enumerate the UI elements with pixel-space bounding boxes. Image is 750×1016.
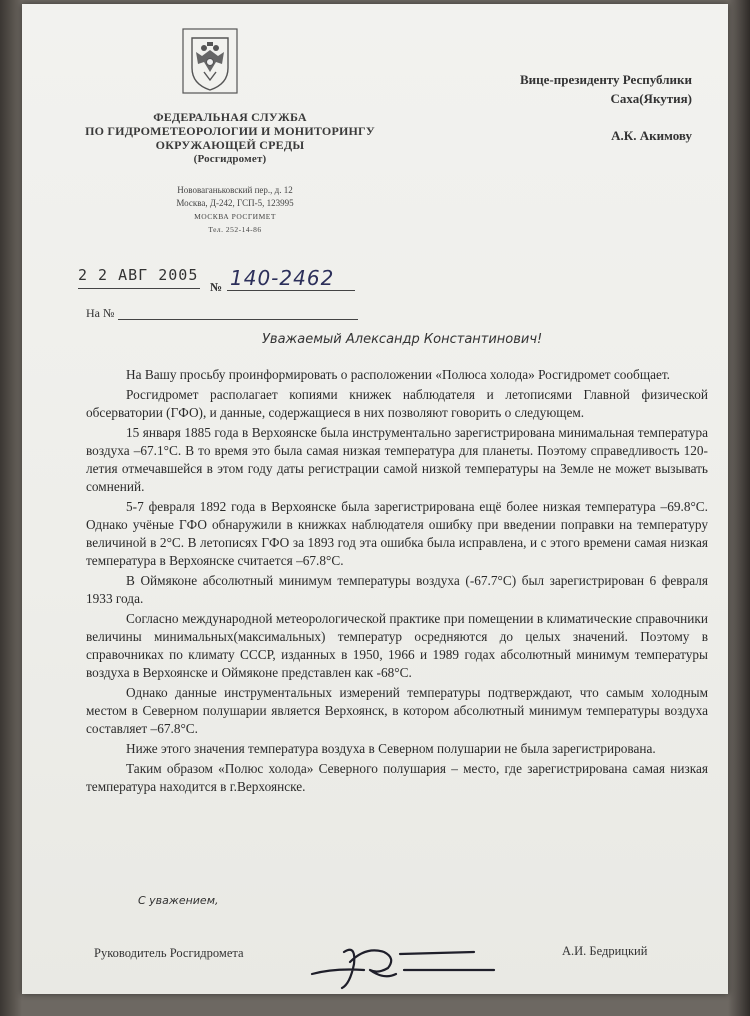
telegraph-address: МОСКВА РОСГИМЕТ bbox=[194, 212, 276, 221]
body-paragraph: Однако данные инструментальных измерений температуры подтверждают, что самым холодным местом в Северном полушарии является Верхоянск, в котором абсолютный минимум температуры воздуха составляет –67.8°С. bbox=[86, 685, 708, 736]
body-paragraph: 15 января 1885 года в Верхоянске была инструментально зарегистрирована минимальная температура воздуха –67.1°С. В то время это была самая низкая температура для планеты. Поэтому справедливость 120-летия отмечавшейся в этом году даты регистрации самой низкой температуры на Земле не может вызывать сомнений. bbox=[86, 425, 708, 494]
organization-address bbox=[110, 184, 360, 236]
org-name-line1: ФЕДЕРАЛЬНАЯ СЛУЖБА bbox=[153, 110, 307, 124]
recipient-position-line1: Вице-президенту Республики bbox=[520, 72, 692, 87]
body-paragraph: На Вашу просьбу проинформировать о расположении «Полюса холода» Росгидромет сообщает. bbox=[126, 367, 671, 382]
body-paragraph: 5-7 февраля 1892 года в Верхоянске была зарегистрирована ещё более низкая температура –69.8°С. Однако учёные ГФО обнаружили в книжках наблюдателя ошибку при введении поправки на температуру величиной в 2°С. В летописях ГФО за 1893 год эта ошибка была исправлена, и с этого времени самая низкая температура в Верхоянске считается –67.8°С. bbox=[86, 499, 708, 568]
recipient-block bbox=[520, 70, 692, 145]
organization-letterhead bbox=[70, 110, 390, 166]
org-name-line2: ПО ГИДРОМЕТЕОРОЛОГИИ И МОНИТОРИНГУ bbox=[85, 124, 375, 138]
reference-label: На № bbox=[86, 306, 115, 320]
letter-page bbox=[22, 4, 728, 994]
coat-of-arms-emblem-icon bbox=[182, 28, 238, 94]
letter-date-stamp: 2 2 АВГ 2005 bbox=[78, 266, 199, 284]
letter-body bbox=[86, 366, 708, 798]
closing-phrase: С уважением, bbox=[138, 894, 219, 907]
salutation: Уважаемый Александр Константинович! bbox=[262, 332, 543, 347]
body-paragraph: Согласно международной метеорологической практике при помещении в климатические справочники величины минимальных(максимальных) температур осредняются до целых значений. Поэтому в справочниках по климату СССР, изданных в 1950, 1966 и 1989 годах абсолютный минимум температуры воздуха в Верхоянске и Оймяконе представлен как -68°С. bbox=[86, 611, 708, 680]
body-paragraph: В Оймяконе абсолютный минимум температуры воздуха (-67.7°С) был зарегистрирован 6 февраля 1933 года. bbox=[86, 573, 708, 606]
recipient-position-line2: Саха(Якутия) bbox=[610, 91, 692, 106]
address-street: Нововаганьковский пер., д. 12 bbox=[177, 185, 293, 195]
number-label: № bbox=[210, 280, 223, 294]
letter-number-handwritten: 140-2462 bbox=[230, 266, 335, 290]
signatory-name: А.И. Бедрицкий bbox=[562, 944, 648, 958]
handwritten-signature-icon bbox=[304, 934, 504, 990]
body-paragraph: Росгидромет располагает копиями книжек наблюдателя и летописями Главной физической обсерватории (ГФО), и данные, содержащиеся в них позволяют говорить о следующем. bbox=[86, 387, 708, 420]
org-name-line3: ОКРУЖАЮЩЕЙ СРЕДЫ bbox=[155, 138, 305, 152]
address-city: Москва, Д-242, ГСП-5, 123995 bbox=[176, 198, 294, 208]
reference-underline bbox=[118, 305, 358, 320]
body-paragraph: Ниже этого значения температура воздуха в Северном полушарии не была зарегистрирована. bbox=[126, 741, 656, 756]
body-paragraph: Таким образом «Полюс холода» Северного полушария – место, где зарегистрирована самая низкая температура находится в г.Верхоянске. bbox=[86, 761, 708, 794]
phone-number: Тел. 252-14-86 bbox=[208, 225, 262, 234]
recipient-name: А.К. Акимову bbox=[611, 128, 692, 143]
signatory-title: Руководитель Росгидромета bbox=[94, 946, 244, 960]
org-abbreviation: (Росгидромет) bbox=[193, 153, 267, 165]
